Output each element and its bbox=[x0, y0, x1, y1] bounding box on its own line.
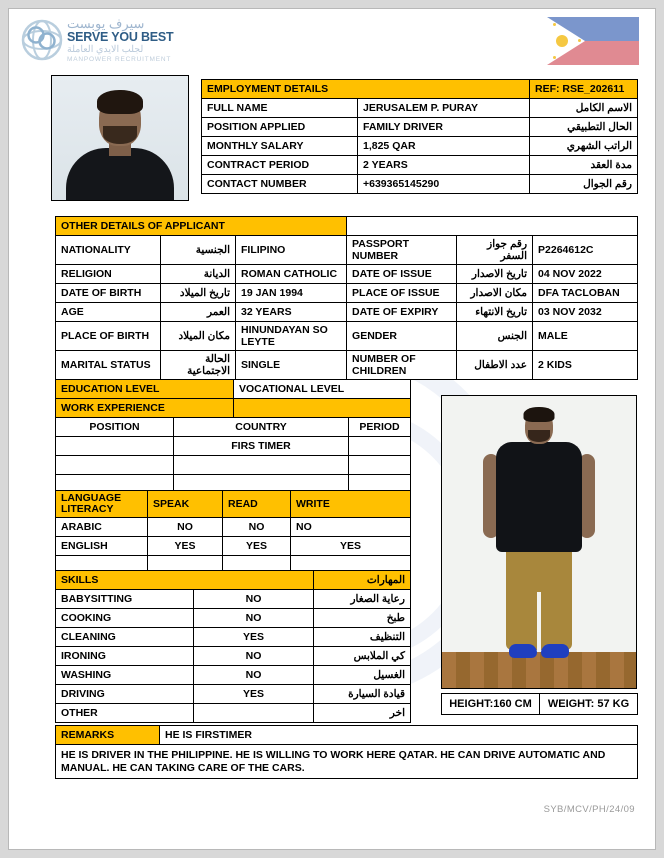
language-literacy-title: LANGUAGE LITERACY bbox=[56, 491, 148, 518]
ironing-arabic: كي الملابس bbox=[314, 647, 411, 666]
cleaning-label: CLEANING bbox=[56, 628, 194, 647]
col-speak: SPEAK bbox=[148, 491, 223, 518]
table-row bbox=[56, 265, 638, 284]
passport-number-arabic: رقم جواز السفر bbox=[457, 236, 533, 265]
work-row-1-period bbox=[349, 456, 411, 475]
monthly-salary-arabic: الراتب الشهري bbox=[530, 137, 638, 156]
number-of-children-value: 2 KIDS bbox=[533, 351, 638, 380]
other-skill-label: OTHER bbox=[56, 704, 194, 723]
table-row bbox=[56, 628, 411, 647]
col-position: POSITION bbox=[56, 418, 174, 437]
skills-title-arabic: المهارات bbox=[314, 571, 411, 590]
driving-label: DRIVING bbox=[56, 685, 194, 704]
date-of-expiry-label: DATE OF EXPIRY bbox=[347, 303, 457, 322]
babysitting-arabic: رعاية الصغار bbox=[314, 590, 411, 609]
age-label: AGE bbox=[56, 303, 161, 322]
remarks-body: HE IS DRIVER IN THE PHILIPPINE. HE IS WILLING TO WORK HERE QATAR. HE CAN DRIVE AUTOMATIC AND MANUAL. HE CAN TAKING CARE OF THE CARS. bbox=[56, 745, 638, 779]
education-work-table bbox=[55, 379, 411, 494]
document-footer-code: SYB/MCV/PH/24/09 bbox=[543, 804, 635, 815]
table-row bbox=[202, 156, 638, 175]
full-name-value: JERUSALEM P. PURAY bbox=[358, 99, 530, 118]
other-details-header-row bbox=[56, 217, 638, 236]
monthly-salary-value: 1,825 QAR bbox=[358, 137, 530, 156]
contract-period-value: 2 YEARS bbox=[358, 156, 530, 175]
table-row bbox=[442, 694, 638, 715]
table-row bbox=[56, 518, 411, 537]
babysitting-value: NO bbox=[194, 590, 314, 609]
other-skill-arabic: اخر bbox=[314, 704, 411, 723]
education-level-value: VOCATIONAL LEVEL bbox=[234, 380, 411, 399]
table-row bbox=[56, 537, 411, 556]
col-period: PERIOD bbox=[349, 418, 411, 437]
logo-arabic-subtitle: لجلب الايدي العاملة bbox=[67, 44, 144, 55]
table-row bbox=[202, 99, 638, 118]
age-arabic: العمر bbox=[161, 303, 236, 322]
gender-arabic: الجنس bbox=[457, 322, 533, 351]
work-row-1-position bbox=[56, 456, 174, 475]
col-country: COUNTRY bbox=[174, 418, 349, 437]
work-experience-header-spacer bbox=[234, 399, 411, 418]
height-value: HEIGHT:160 CM bbox=[442, 694, 540, 715]
babysitting-label: BABYSITTING bbox=[56, 590, 194, 609]
marital-status-label: MARITAL STATUS bbox=[56, 351, 161, 380]
table-row bbox=[56, 351, 638, 380]
ironing-label: IRONING bbox=[56, 647, 194, 666]
work-experience-columns-row bbox=[56, 418, 411, 437]
date-of-issue-value: 04 NOV 2022 bbox=[533, 265, 638, 284]
marital-status-value: SINGLE bbox=[236, 351, 347, 380]
date-of-birth-label: DATE OF BIRTH bbox=[56, 284, 161, 303]
table-row bbox=[56, 745, 638, 779]
table-row bbox=[202, 175, 638, 194]
applicant-full-body-photo bbox=[441, 395, 637, 689]
cooking-arabic: طبخ bbox=[314, 609, 411, 628]
table-row bbox=[56, 609, 411, 628]
cooking-value: NO bbox=[194, 609, 314, 628]
work-row-0-period bbox=[349, 437, 411, 456]
work-row-0-position bbox=[56, 437, 174, 456]
english-read: YES bbox=[223, 537, 291, 556]
age-value: 32 YEARS bbox=[236, 303, 347, 322]
table-row bbox=[56, 236, 638, 265]
employment-title: EMPLOYMENT DETAILS bbox=[202, 80, 530, 99]
cv-document-page bbox=[8, 8, 656, 850]
full-name-label: FULL NAME bbox=[202, 99, 358, 118]
nationality-arabic: الجنسية bbox=[161, 236, 236, 265]
gender-value: MALE bbox=[533, 322, 638, 351]
contract-period-label: CONTRACT PERIOD bbox=[202, 156, 358, 175]
weight-value: WEIGHT: 57 KG bbox=[540, 694, 638, 715]
washing-value: NO bbox=[194, 666, 314, 685]
remarks-summary: HE IS FIRSTIMER bbox=[160, 726, 638, 745]
table-row bbox=[202, 118, 638, 137]
language-header-row bbox=[56, 491, 411, 518]
table-row bbox=[56, 303, 638, 322]
date-of-birth-value: 19 JAN 1994 bbox=[236, 284, 347, 303]
table-row bbox=[56, 704, 411, 723]
contract-period-arabic: مدة العقد bbox=[530, 156, 638, 175]
other-details-header-spacer bbox=[347, 217, 638, 236]
table-row bbox=[56, 666, 411, 685]
table-row bbox=[56, 284, 638, 303]
english-write: YES bbox=[291, 537, 411, 556]
education-row bbox=[56, 380, 411, 399]
passport-number-label: PASSPORT NUMBER bbox=[347, 236, 457, 265]
other-details-title: OTHER DETAILS OF APPLICANT bbox=[56, 217, 347, 236]
work-experience-header-row bbox=[56, 399, 411, 418]
religion-value: ROMAN CATHOLIC bbox=[236, 265, 347, 284]
place-of-birth-value: HINUNDAYAN SO LEYTE bbox=[236, 322, 347, 351]
place-of-issue-value: DFA TACLOBAN bbox=[533, 284, 638, 303]
table-row bbox=[56, 437, 411, 456]
arabic-read: NO bbox=[223, 518, 291, 537]
contact-number-label: CONTACT NUMBER bbox=[202, 175, 358, 194]
table-row bbox=[56, 322, 638, 351]
washing-label: WASHING bbox=[56, 666, 194, 685]
skills-table bbox=[55, 570, 411, 723]
place-of-birth-arabic: مكان الميلاد bbox=[161, 322, 236, 351]
passport-number-value: P2264612C bbox=[533, 236, 638, 265]
place-of-birth-label: PLACE OF BIRTH bbox=[56, 322, 161, 351]
gender-label: GENDER bbox=[347, 322, 457, 351]
logo-english-title: SERVE YOU BEST bbox=[67, 30, 174, 44]
washing-arabic: الغسيل bbox=[314, 666, 411, 685]
remarks-header-row bbox=[56, 726, 638, 745]
work-row-1-country bbox=[174, 456, 349, 475]
language-literacy-table bbox=[55, 490, 411, 575]
applicant-id-photo bbox=[51, 75, 189, 201]
driving-value: YES bbox=[194, 685, 314, 704]
nationality-value: FILIPINO bbox=[236, 236, 347, 265]
date-of-issue-label: DATE OF ISSUE bbox=[347, 265, 457, 284]
table-row bbox=[56, 647, 411, 666]
place-of-issue-label: PLACE OF ISSUE bbox=[347, 284, 457, 303]
position-applied-value: FAMILY DRIVER bbox=[358, 118, 530, 137]
monthly-salary-label: MONTHLY SALARY bbox=[202, 137, 358, 156]
position-applied-arabic: الحال التطبيقي bbox=[530, 118, 638, 137]
table-row bbox=[56, 590, 411, 609]
arabic-speak: NO bbox=[148, 518, 223, 537]
work-experience-title: WORK EXPERIENCE bbox=[56, 399, 234, 418]
employment-details-table bbox=[201, 79, 638, 194]
english-speak: YES bbox=[148, 537, 223, 556]
marital-status-arabic: الحالة الاجتماعية bbox=[161, 351, 236, 380]
col-write: WRITE bbox=[291, 491, 411, 518]
date-of-expiry-arabic: تاريخ الانتهاء bbox=[457, 303, 533, 322]
work-row-0-country: FIRS TIMER bbox=[174, 437, 349, 456]
philippines-flag-icon bbox=[547, 17, 639, 65]
other-skill-value bbox=[194, 704, 314, 723]
number-of-children-label: NUMBER OF CHILDREN bbox=[347, 351, 457, 380]
date-of-birth-arabic: تاريخ الميلاد bbox=[161, 284, 236, 303]
employment-ref: REF: RSE_202611 bbox=[530, 80, 638, 99]
table-row bbox=[56, 685, 411, 704]
driving-arabic: قيادة السيارة bbox=[314, 685, 411, 704]
full-name-arabic: الاسم الكامل bbox=[530, 99, 638, 118]
arabic-write: NO bbox=[291, 518, 411, 537]
other-details-table bbox=[55, 216, 638, 380]
employment-header-row bbox=[202, 80, 638, 99]
ironing-value: NO bbox=[194, 647, 314, 666]
col-read: READ bbox=[223, 491, 291, 518]
education-level-label: EDUCATION LEVEL bbox=[56, 380, 234, 399]
cleaning-arabic: التنظيف bbox=[314, 628, 411, 647]
table-row bbox=[202, 137, 638, 156]
remarks-label: REMARKS bbox=[56, 726, 160, 745]
globe-knot-icon bbox=[21, 19, 63, 61]
position-applied-label: POSITION APPLIED bbox=[202, 118, 358, 137]
remarks-table bbox=[55, 725, 638, 779]
contact-number-arabic: رقم الجوال bbox=[530, 175, 638, 194]
logo-english-subtitle: MANPOWER RECRUITMENT bbox=[67, 56, 172, 63]
table-row bbox=[56, 456, 411, 475]
religion-label: RELIGION bbox=[56, 265, 161, 284]
contact-number-value: +639365145290 bbox=[358, 175, 530, 194]
date-of-issue-arabic: تاريخ الاصدار bbox=[457, 265, 533, 284]
company-logo bbox=[21, 17, 211, 63]
logo-arabic-title: سيرف يوبست bbox=[67, 16, 145, 31]
place-of-issue-arabic: مكان الاصدار bbox=[457, 284, 533, 303]
date-of-expiry-value: 03 NOV 2032 bbox=[533, 303, 638, 322]
skills-title: SKILLS bbox=[56, 571, 314, 590]
document-header bbox=[9, 9, 656, 67]
nationality-label: NATIONALITY bbox=[56, 236, 161, 265]
cooking-label: COOKING bbox=[56, 609, 194, 628]
measurements-table bbox=[441, 693, 638, 715]
number-of-children-arabic: عدد الاطفال bbox=[457, 351, 533, 380]
cleaning-value: YES bbox=[194, 628, 314, 647]
language-arabic-label: ARABIC bbox=[56, 518, 148, 537]
skills-header-row bbox=[56, 571, 411, 590]
language-english-label: ENGLISH bbox=[56, 537, 148, 556]
religion-arabic: الديانة bbox=[161, 265, 236, 284]
